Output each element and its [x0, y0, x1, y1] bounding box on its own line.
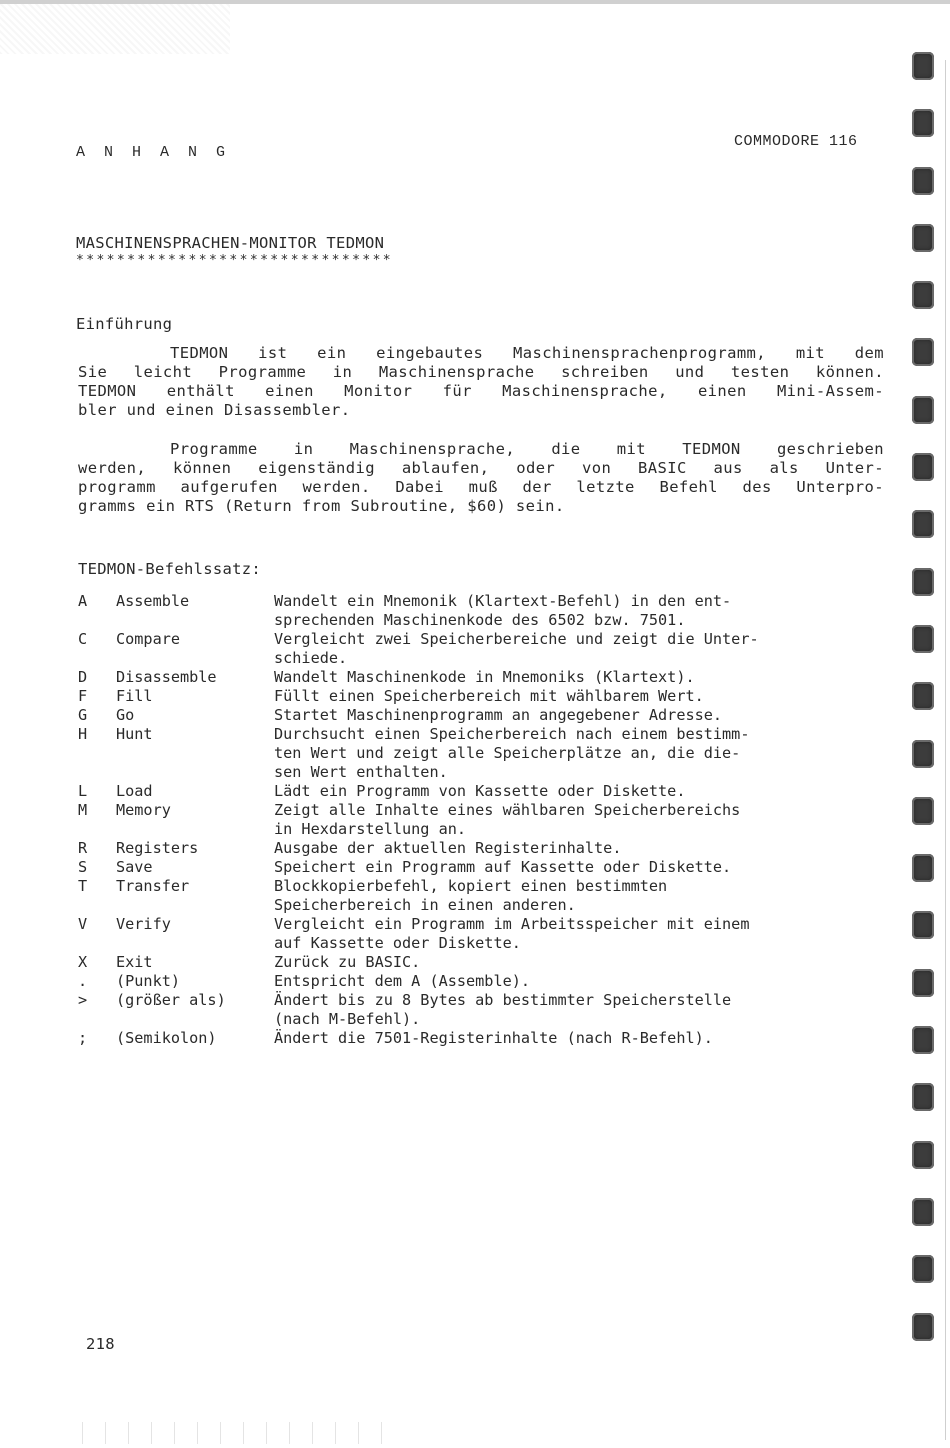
command-description — [274, 877, 878, 915]
command-description — [274, 991, 878, 1029]
command-description — [274, 592, 878, 630]
command-row — [78, 630, 878, 668]
paragraph-line: Sie leicht Programme in Maschinensprache schreiben und testen können. — [78, 363, 884, 381]
command-row — [78, 858, 878, 877]
binding-hole — [912, 568, 934, 596]
binding-hole — [912, 281, 934, 309]
commands-heading: TEDMON-Befehlssatz: — [78, 560, 262, 578]
command-row — [78, 953, 878, 972]
description-line: Zurück zu BASIC. — [274, 953, 421, 971]
description-line: auf Kassette oder Diskette. — [274, 934, 521, 952]
command-name: Verify — [116, 915, 171, 933]
command-name: Fill — [116, 687, 153, 705]
command-row — [78, 725, 878, 782]
binding-hole — [912, 510, 934, 538]
command-name: (Semikolon) — [116, 1029, 217, 1047]
binding-hole — [912, 109, 934, 137]
paragraph-line: TEDMON enthält einen Monitor für Maschinensprache, einen Mini-Assem- — [78, 382, 884, 400]
command-name: (größer als) — [116, 991, 226, 1009]
command-name: Disassemble — [116, 668, 217, 686]
command-row — [78, 972, 878, 991]
command-row — [78, 668, 878, 687]
command-name: Save — [116, 858, 153, 876]
binding-hole — [912, 52, 934, 80]
command-name: Memory — [116, 801, 171, 819]
title-underline: ******************************* — [76, 253, 394, 268]
command-row — [78, 782, 878, 801]
paragraph-line: TEDMON ist ein eingebautes Maschinensprachenprogramm, mit dem — [170, 344, 884, 362]
binding-hole — [912, 396, 934, 424]
paragraph-line: programm aufgerufen werden. Dabei muß der letzte Befehl des Unterpro- — [78, 478, 884, 496]
command-name: Registers — [116, 839, 199, 857]
binding-hole — [912, 1026, 934, 1054]
command-row — [78, 915, 878, 953]
description-line: Blockkopierbefehl, kopiert einen bestimmten — [274, 877, 668, 895]
binding-hole — [912, 1255, 934, 1283]
description-line: schiede. — [274, 649, 348, 667]
description-line: Lädt ein Programm von Kassette oder Diskette. — [274, 782, 686, 800]
binding-hole — [912, 1313, 934, 1341]
binding-hole — [912, 167, 934, 195]
command-row — [78, 839, 878, 858]
scan-noise — [0, 4, 230, 54]
command-key: H — [78, 725, 88, 743]
description-line: Füllt einen Speicherbereich mit wählbarem Wert. — [274, 687, 704, 705]
command-description — [274, 630, 878, 668]
command-key: X — [78, 953, 88, 971]
description-line: Speichert ein Programm auf Kassette oder Diskette. — [274, 858, 732, 876]
header-left: A N H A N G — [76, 144, 231, 161]
command-row — [78, 706, 878, 725]
command-key: T — [78, 877, 88, 895]
command-key: C — [78, 630, 88, 648]
command-description — [274, 1029, 878, 1048]
paragraph-intro — [78, 344, 884, 420]
description-line: Speicherbereich in einen anderen. — [274, 896, 576, 914]
description-line: sprechenden Maschinenkode des 6502 bzw. 7501. — [274, 611, 686, 629]
binding-hole — [912, 224, 934, 252]
description-line: (nach M-Befehl). — [274, 1010, 421, 1028]
description-line: Zeigt alle Inhalte eines wählbaren Speicherbereichs — [274, 801, 741, 819]
page-number: 218 — [86, 1335, 115, 1353]
description-line: Startet Maschinenprogramm an angegebener Adresse. — [274, 706, 723, 724]
description-line: ten Wert und zeigt alle Speicherplätze an, die die- — [274, 744, 741, 762]
binding-hole — [912, 338, 934, 366]
page-edge — [945, 60, 946, 1440]
command-description — [274, 725, 878, 782]
binding-hole — [912, 969, 934, 997]
command-name: Assemble — [116, 592, 190, 610]
binding-hole — [912, 797, 934, 825]
description-line: in Hexdarstellung an. — [274, 820, 467, 838]
command-key: > — [78, 991, 88, 1009]
description-line: Wandelt Maschinenkode in Mnemoniks (Klartext). — [274, 668, 695, 686]
command-description — [274, 782, 878, 801]
description-line: sen Wert enthalten. — [274, 763, 448, 781]
description-line: Ausgabe der aktuellen Registerinhalte. — [274, 839, 622, 857]
command-row — [78, 687, 878, 706]
section-heading: Einführung — [76, 315, 173, 333]
command-key: V — [78, 915, 88, 933]
paragraph-line: bler und einen Disassembler. — [78, 401, 351, 419]
command-name: Hunt — [116, 725, 153, 743]
command-description — [274, 687, 878, 706]
binding-hole — [912, 1141, 934, 1169]
command-key: L — [78, 782, 88, 800]
description-line: Ändert bis zu 8 Bytes ab bestimmter Speicherstelle — [274, 991, 732, 1009]
description-line: Durchsucht einen Speicherbereich nach einem bestimm- — [274, 725, 750, 743]
command-description — [274, 801, 878, 839]
binding-hole — [912, 453, 934, 481]
command-key: A — [78, 592, 88, 610]
binding-hole — [912, 740, 934, 768]
binding-hole — [912, 911, 934, 939]
command-name: Load — [116, 782, 153, 800]
binding-hole — [912, 625, 934, 653]
binding-hole — [912, 854, 934, 882]
description-line: Ändert die 7501-Registerinhalte (nach R-Befehl). — [274, 1029, 713, 1047]
command-description — [274, 972, 878, 991]
command-description — [274, 668, 878, 687]
command-key: M — [78, 801, 88, 819]
description-line: Wandelt ein Mnemonik (Klartext-Befehl) in den ent- — [274, 592, 732, 610]
binding-hole — [912, 1083, 934, 1111]
command-row — [78, 592, 878, 630]
scan-edge-marks — [60, 1422, 390, 1444]
description-line: Vergleicht zwei Speicherbereiche und zeigt die Unter- — [274, 630, 759, 648]
command-description — [274, 953, 878, 972]
command-key: S — [78, 858, 88, 876]
command-description — [274, 858, 878, 877]
command-description — [274, 839, 878, 858]
command-description — [274, 706, 878, 725]
command-name: Compare — [116, 630, 181, 648]
command-row — [78, 1029, 878, 1048]
description-line: Entspricht dem A (Assemble). — [274, 972, 531, 990]
command-key: F — [78, 687, 88, 705]
binding-holes — [912, 52, 936, 1370]
command-name: Transfer — [116, 877, 190, 895]
command-description — [274, 915, 878, 953]
header-right: COMMODORE 116 — [734, 133, 858, 150]
command-row — [78, 991, 878, 1029]
command-name: (Punkt) — [116, 972, 181, 990]
command-key: R — [78, 839, 88, 857]
binding-hole — [912, 682, 934, 710]
paragraph-line: Programme in Maschinensprache, die mit TEDMON geschrieben — [170, 440, 884, 458]
command-table — [78, 592, 878, 1048]
command-key: D — [78, 668, 88, 686]
paragraph-usage — [78, 440, 884, 516]
command-key: G — [78, 706, 88, 724]
command-name: Go — [116, 706, 135, 724]
description-line: Vergleicht ein Programm im Arbeitsspeicher mit einem — [274, 915, 750, 933]
paragraph-line: gramms ein RTS (Return from Subroutine, $60) sein. — [78, 497, 565, 515]
command-key: ; — [78, 1029, 88, 1047]
command-row — [78, 877, 878, 915]
command-key: . — [78, 972, 88, 990]
command-name: Exit — [116, 953, 153, 971]
page-title: MASCHINENSPRACHEN-MONITOR TEDMON — [76, 234, 385, 252]
binding-hole — [912, 1198, 934, 1226]
command-row — [78, 801, 878, 839]
paragraph-line: werden, können eigenständig ablaufen, oder von BASIC aus als Unter- — [78, 459, 884, 477]
